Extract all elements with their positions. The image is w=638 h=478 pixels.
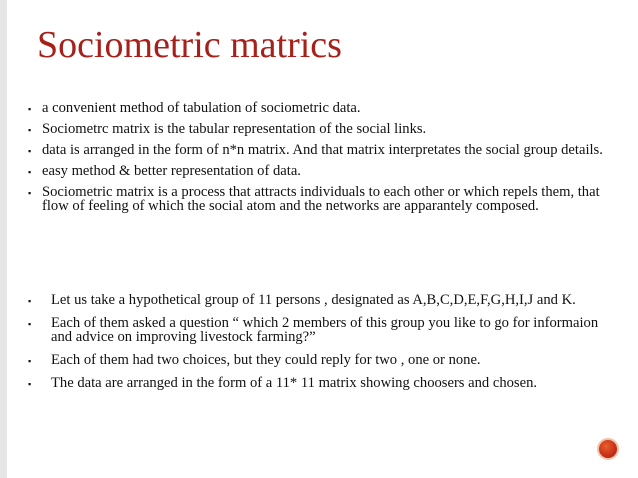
left-decorative-bar — [0, 0, 7, 478]
bullet-item — [28, 185, 618, 213]
bullet-marker-icon: ▪ — [28, 125, 32, 135]
bullet-item — [28, 143, 618, 157]
bullet-item — [28, 293, 618, 307]
bullet-item — [28, 316, 618, 344]
bullet-text: Let us take a hypothetical group of 11 persons , designated as A,B,C,D,E,F,G,H,I,J and K. — [51, 292, 576, 308]
bullet-marker-icon: ▪ — [28, 379, 32, 389]
bullet-text: easy method & better representation of data. — [42, 163, 301, 179]
slide-title: Sociometric matrics — [37, 24, 342, 66]
bullet-list-bottom — [28, 293, 618, 399]
bullet-list-top — [28, 101, 618, 220]
bullet-marker-icon: ▪ — [28, 296, 32, 306]
bullet-marker-icon: ▪ — [28, 188, 32, 198]
bullet-item — [28, 122, 618, 136]
bullet-text: Each of them had two choices, but they could reply for two , one or none. — [51, 352, 481, 368]
bullet-marker-icon: ▪ — [28, 319, 32, 329]
bullet-text: Sociometric matrix is a process that attracts individuals to each other or which repels them, that flow of feeling of which the social atom and the networks are apparantely composed. — [42, 184, 600, 214]
bullet-item — [28, 164, 618, 178]
bullet-item — [28, 353, 618, 367]
bullet-item — [28, 376, 618, 390]
bullet-text: Each of them asked a question “ which 2 members of this group you like to go for informaion and advice on improving livestock farming?” — [51, 315, 599, 345]
bullet-marker-icon: ▪ — [28, 146, 32, 156]
bullet-marker-icon: ▪ — [28, 104, 32, 114]
bullet-text: data is arranged in the form of n*n matrix. And that matrix interpretates the social group details. — [42, 142, 603, 158]
bullet-item — [28, 101, 618, 115]
bullet-text: a convenient method of tabulation of sociometric data. — [42, 100, 361, 116]
bullet-text: The data are arranged in the form of a 11* 11 matrix showing choosers and chosen. — [51, 375, 538, 391]
bullet-marker-icon: ▪ — [28, 356, 32, 366]
bullet-text: Sociometrc matrix is the tabular representation of the social links. — [42, 121, 427, 137]
bullet-marker-icon: ▪ — [28, 167, 32, 177]
page-number-circle-icon — [597, 438, 619, 460]
